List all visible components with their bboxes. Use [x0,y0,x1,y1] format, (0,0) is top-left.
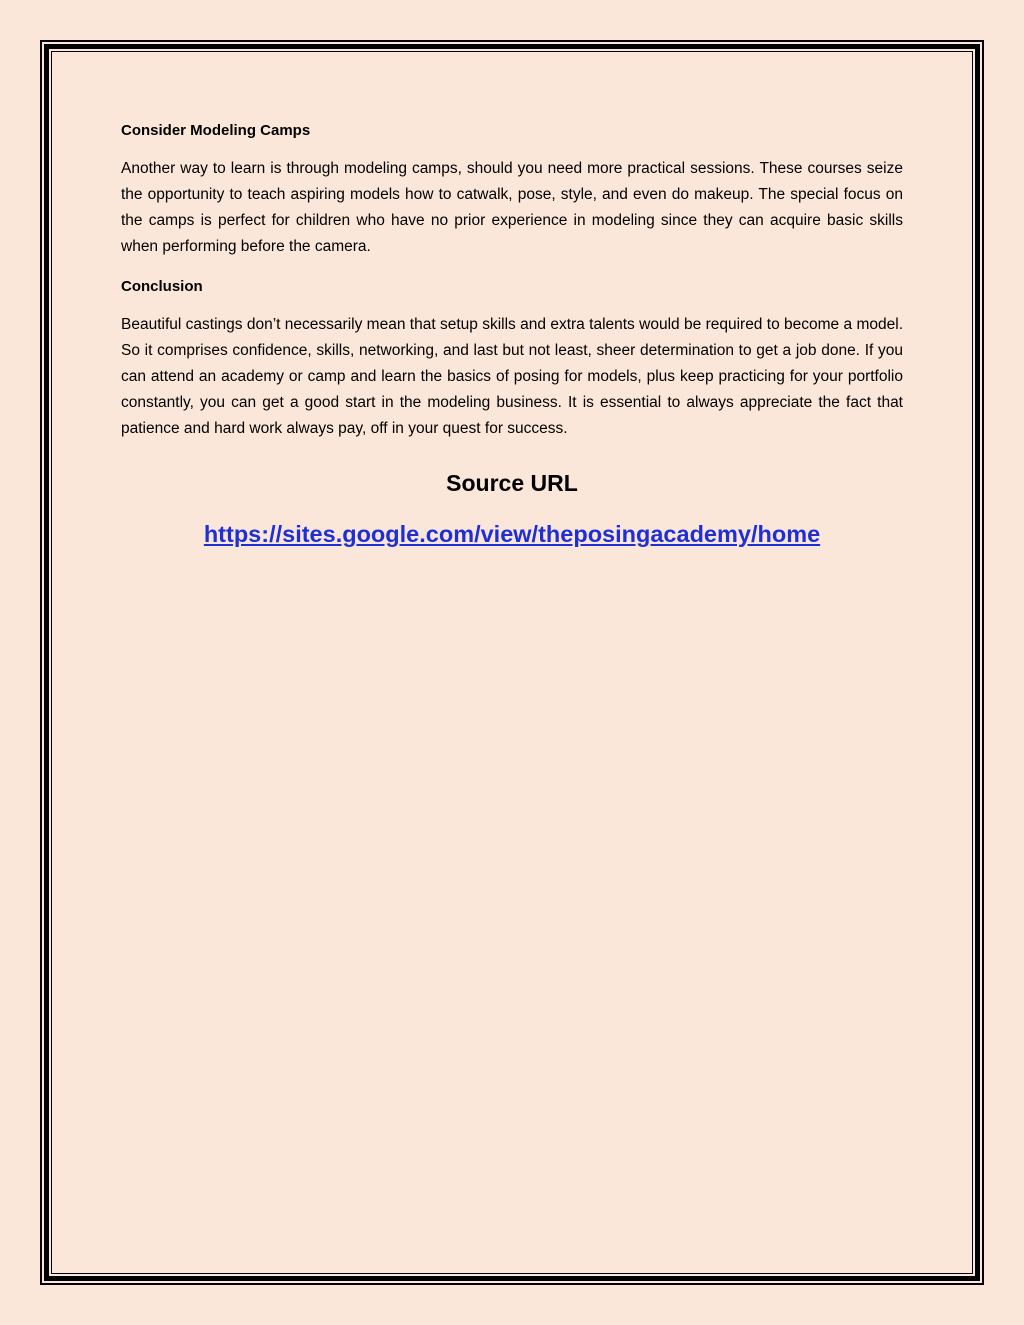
source-title: Source URL [446,470,578,496]
section-conclusion [121,276,903,442]
source-url-link[interactable]: https://sites.google.com/view/theposingacademy/home [203,521,821,547]
section-heading: Consider Modeling Camps [121,122,311,139]
section-modeling-camps [121,120,903,260]
section-paragraph: Another way to learn is through modeling camps, should you need more practical sessions. These courses seize the opportunity to teach aspiring models how to catwalk, pose, style, and even do makeup. The special focus on the camps is perfect for children who have no prior experience in modeling since they can acquire basic skills when performing before the camera. [121,160,903,255]
document-content [121,120,903,550]
section-paragraph: Beautiful castings don’t necessarily mean that setup skills and extra talents would be required to become a model. So it comprises confidence, skills, networking, and last but not least, sheer determination to get a job done. If you can attend an academy or camp and learn the basics of posing for models, plus keep practicing for your portfolio constantly, you can get a good start in the modeling business. It is essential to always appreciate the fact that patience and hard work always pay, off in your quest for success. [121,316,903,437]
section-heading: Conclusion [121,278,203,295]
